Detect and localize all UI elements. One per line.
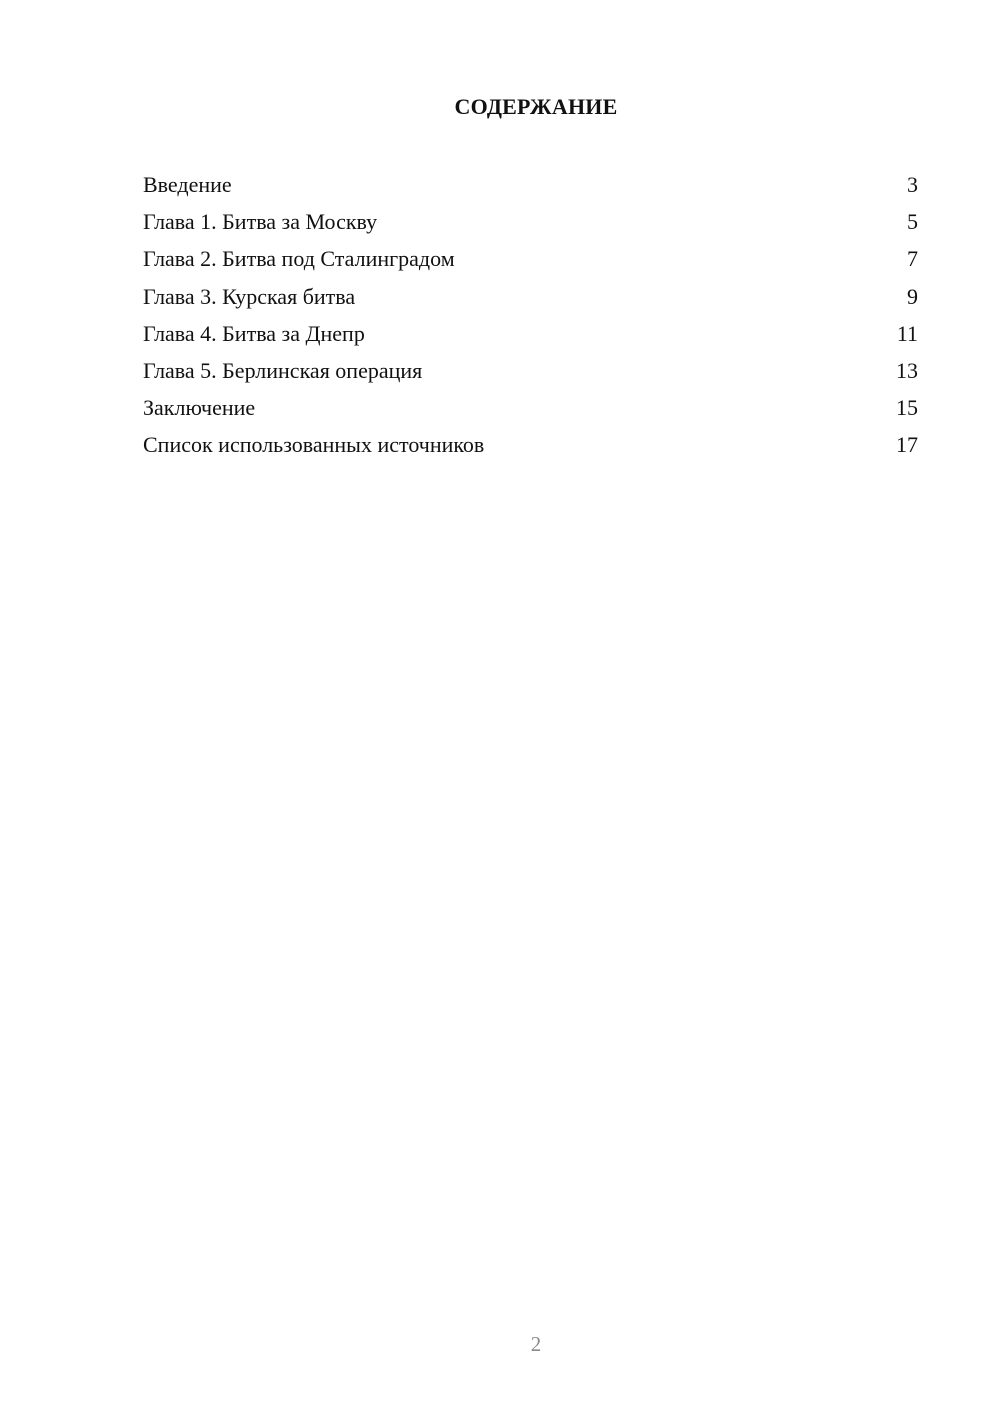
- toc-entry-page: 3: [907, 172, 918, 197]
- page-number: 2: [530, 1332, 542, 1356]
- toc-entry-page: 9: [907, 283, 918, 309]
- toc-entry-title: Заключение: [143, 395, 256, 421]
- toc-entry-title: Список использованных источников: [143, 432, 485, 458]
- toc-entry-page: 17: [896, 432, 918, 458]
- toc-entry-introduction: [143, 166, 918, 203]
- toc-entry-page: 11: [896, 320, 918, 346]
- toc-entry-title: Глава 2. Битва под Сталинградом: [143, 246, 455, 272]
- toc-entry-chapter-5: [143, 352, 918, 389]
- toc-entry-page: 7: [907, 246, 918, 272]
- toc-entry-page: 5: [907, 209, 918, 235]
- toc-heading: СОДЕРЖАНИЕ: [454, 94, 618, 119]
- toc-entry-chapter-3: [143, 278, 918, 315]
- toc-entry-title: Глава 1. Битва за Москву: [143, 209, 378, 235]
- toc-entry-title: Глава 3. Курская битва: [143, 283, 356, 309]
- toc-entry-conclusion: [143, 389, 918, 426]
- toc-entry-title: Глава 4. Битва за Днепр: [143, 320, 365, 346]
- toc-entry-page: 13: [896, 357, 918, 383]
- table-of-contents: [143, 166, 918, 464]
- toc-entry-chapter-1: [143, 203, 918, 240]
- toc-entry-page: 15: [896, 395, 918, 421]
- toc-entry-references: [143, 426, 918, 463]
- toc-entry-chapter-4: [143, 315, 918, 352]
- toc-entry-title: Глава 5. Берлинская операция: [143, 357, 423, 383]
- toc-entry-chapter-2: [143, 240, 918, 277]
- toc-entry-title: Введение: [143, 172, 232, 197]
